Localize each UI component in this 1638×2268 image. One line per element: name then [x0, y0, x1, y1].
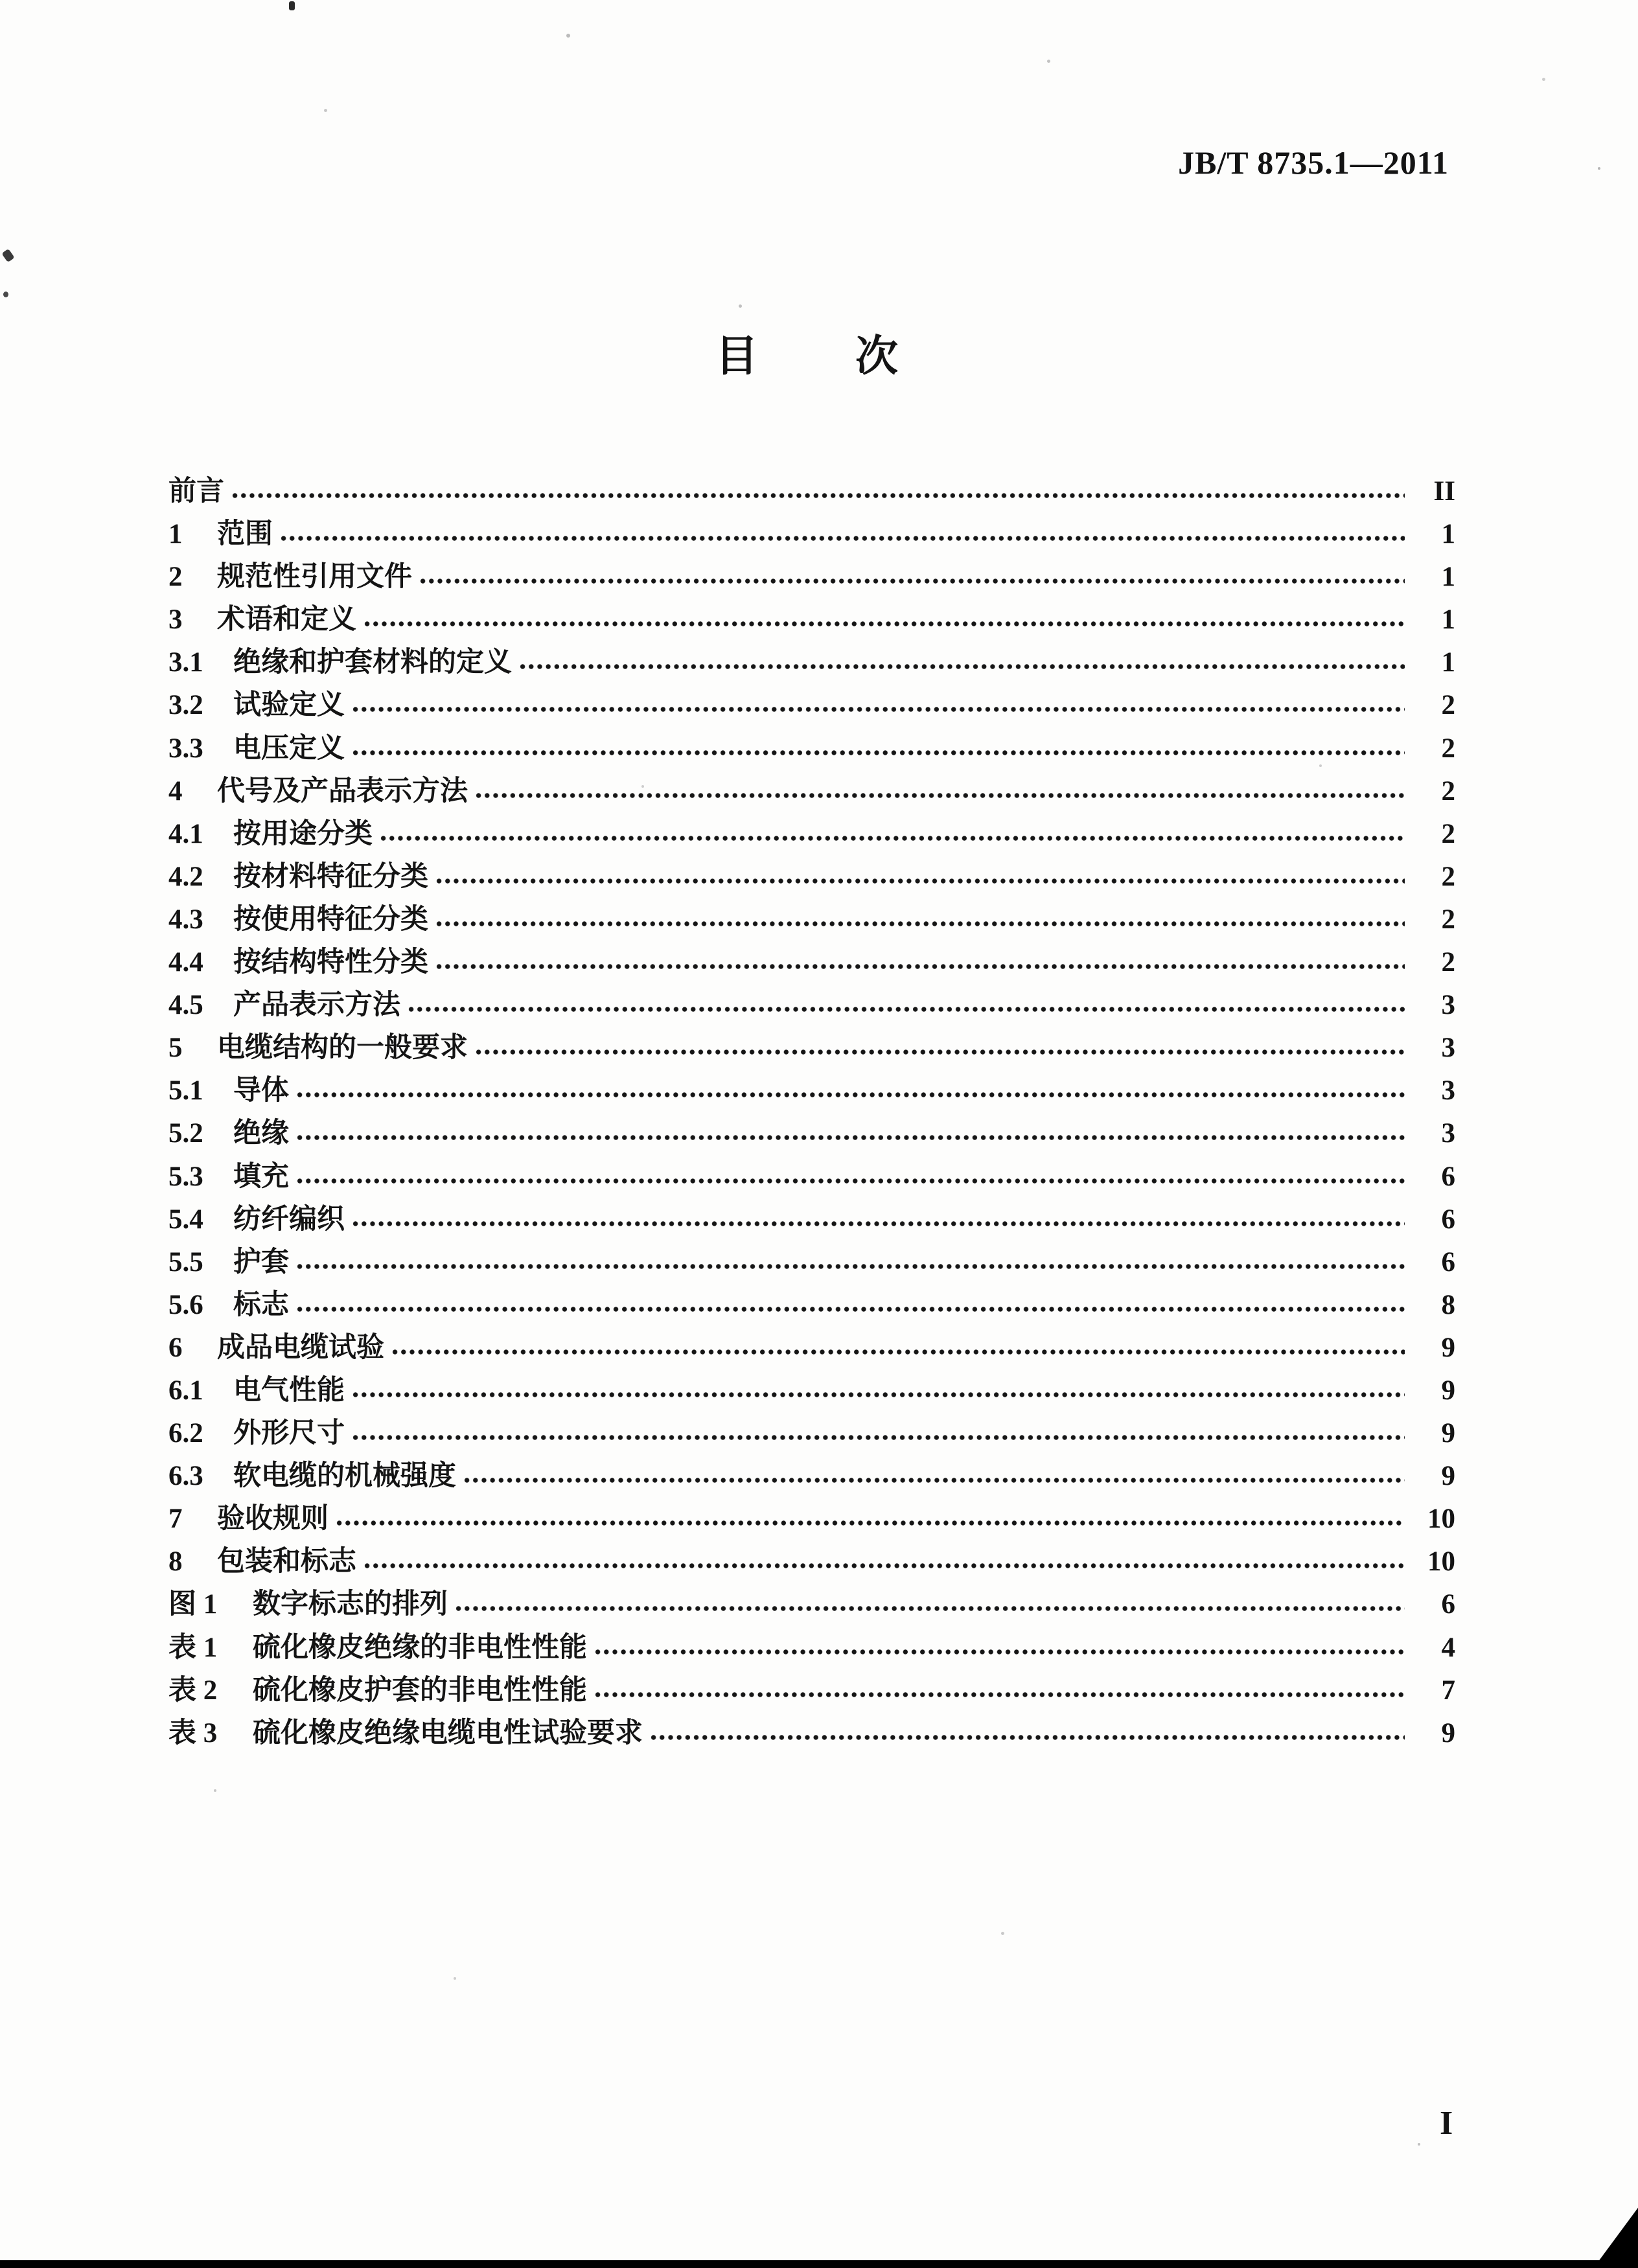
dot-leader: [407, 1005, 1405, 1014]
toc-entry-label: 标志: [233, 1289, 289, 1320]
toc-entry: [168, 899, 1455, 941]
toc-entry-page: 9: [1441, 1375, 1455, 1406]
dot-leader: [474, 791, 1405, 800]
dot-leader: [474, 1048, 1405, 1057]
toc-entry-label: 验收规则: [217, 1504, 329, 1535]
dot-leader: [351, 1390, 1405, 1399]
toc-entry-number: 5.6: [168, 1289, 203, 1320]
toc-entry-page: 3: [1441, 990, 1455, 1021]
toc-entry-page: 2: [1441, 861, 1455, 892]
table-of-contents: [168, 470, 1455, 1755]
toc-entry-page: 2: [1441, 904, 1455, 935]
toc-entry: [168, 1327, 1455, 1369]
toc-entry-label: 导体: [233, 1075, 289, 1106]
toc-entry: [168, 1412, 1455, 1455]
dot-leader: [463, 1476, 1405, 1485]
toc-entry: [168, 1498, 1455, 1541]
toc-entry-page: II: [1433, 476, 1455, 507]
toc-entry-number: 4.3: [168, 904, 203, 935]
toc-entry-number: 7: [168, 1504, 183, 1535]
toc-entry-label: 硫化橡皮护套的非电性性能: [253, 1675, 587, 1706]
toc-entry-label: 按材料特征分类: [233, 861, 428, 892]
toc-entry-label: 软电缆的机械强度: [233, 1461, 456, 1492]
toc-entry: [168, 727, 1455, 770]
toc-entry: [168, 1198, 1455, 1241]
scan-speck: [1598, 167, 1600, 170]
dot-leader: [351, 1433, 1405, 1442]
toc-entry-page: 7: [1441, 1675, 1455, 1706]
toc-entry-page: 1: [1441, 604, 1455, 636]
dot-leader: [351, 748, 1405, 757]
toc-entry-page: 6: [1441, 1246, 1455, 1277]
scan-speck: [1418, 2143, 1420, 2146]
dot-leader: [435, 962, 1405, 971]
scan-speck: [641, 785, 644, 788]
toc-entry-number: 3.1: [168, 647, 203, 678]
dot-leader: [363, 619, 1405, 628]
toc-entry-page: 2: [1441, 733, 1455, 764]
toc-entry-number: 5.3: [168, 1161, 203, 1192]
scan-speck: [214, 1789, 216, 1792]
toc-entry-page: 8: [1441, 1289, 1455, 1320]
dot-leader: [435, 919, 1405, 928]
toc-entry: [168, 1627, 1455, 1669]
toc-entry-number: 3.2: [168, 690, 203, 721]
dot-leader: [594, 1647, 1405, 1656]
toc-entry-number: 6: [168, 1332, 183, 1363]
toc-entry-label: 护套: [233, 1246, 289, 1277]
dot-leader: [391, 1347, 1405, 1357]
toc-entry-label: 硫化橡皮绝缘电缆电性试验要求: [253, 1717, 643, 1748]
toc-entry-number: 5: [168, 1033, 183, 1064]
toc-entry-page: 6: [1441, 1589, 1455, 1620]
toc-entry: [168, 856, 1455, 899]
toc-entry-label: 电压定义: [233, 733, 345, 764]
toc-entry-label: 成品电缆试验: [217, 1332, 384, 1363]
dot-leader: [649, 1733, 1405, 1742]
toc-entry-number: 5.2: [168, 1118, 203, 1149]
toc-entry-label: 硫化橡皮绝缘的非电性性能: [253, 1632, 587, 1663]
scan-speck: [566, 34, 570, 38]
toc-entry-number: 表 3: [168, 1717, 218, 1748]
scan-speck: [739, 304, 742, 308]
toc-entry: [168, 941, 1455, 984]
dot-leader: [419, 577, 1405, 586]
toc-entry: [168, 1541, 1455, 1583]
toc-entry-number: 4.2: [168, 861, 203, 892]
dot-leader: [363, 1561, 1405, 1570]
toc-entry: [168, 1284, 1455, 1327]
toc-entry-label: 试验定义: [233, 690, 345, 721]
toc-entry-page: 3: [1441, 1033, 1455, 1064]
toc-entry-page: 10: [1427, 1546, 1455, 1577]
toc-entry: [168, 1583, 1455, 1626]
document-code: JB/T 8735.1—2011: [1178, 144, 1449, 181]
toc-entry-number: 6.2: [168, 1418, 203, 1449]
toc-entry-number: 6.1: [168, 1375, 203, 1406]
toc-entry-number: 5.1: [168, 1075, 203, 1106]
toc-entry-number: 图 1: [168, 1589, 218, 1620]
dot-leader: [351, 1219, 1405, 1228]
toc-entry-number: 5.4: [168, 1204, 203, 1235]
dot-leader: [594, 1690, 1405, 1699]
toc-entry-page: 3: [1441, 1118, 1455, 1149]
toc-entry-label: 绝缘: [233, 1118, 289, 1149]
scan-speck: [1, 249, 14, 262]
toc-entry-label: 外形尺寸: [233, 1418, 345, 1449]
toc-entry-label: 前言: [168, 476, 224, 507]
dot-leader: [231, 491, 1405, 500]
toc-entry-page: 2: [1441, 775, 1455, 807]
scan-speck: [1001, 1932, 1004, 1935]
dot-leader: [454, 1604, 1405, 1613]
scan-speck: [324, 109, 327, 112]
toc-entry: [168, 641, 1455, 684]
toc-entry-number: 5.5: [168, 1246, 203, 1277]
toc-entry: [168, 813, 1455, 856]
toc-entry-number: 8: [168, 1546, 183, 1577]
scan-speck: [454, 1977, 456, 1980]
toc-entry-page: 9: [1441, 1461, 1455, 1492]
toc-entry: [168, 470, 1455, 513]
toc-entry-page: 1: [1441, 647, 1455, 678]
toc-entry-label: 范围: [217, 519, 273, 550]
toc-entry-page: 1: [1441, 519, 1455, 550]
toc-entry-label: 产品表示方法: [233, 990, 400, 1021]
toc-entry-number: 3.3: [168, 733, 203, 764]
dot-leader: [295, 1262, 1405, 1271]
dot-leader: [295, 1090, 1405, 1099]
dot-leader: [295, 1133, 1405, 1142]
scan-edge-bar: [0, 2260, 1638, 2268]
scan-speck: [1542, 78, 1545, 81]
toc-entry-label: 填充: [233, 1161, 289, 1192]
toc-entry: [168, 770, 1455, 813]
toc-entry-page: 6: [1441, 1161, 1455, 1192]
toc-entry-label: 按用途分类: [233, 818, 373, 849]
toc-entry-page: 2: [1441, 947, 1455, 978]
toc-entry-label: 术语和定义: [217, 604, 356, 636]
toc-entry: [168, 684, 1455, 727]
toc-entry: [168, 1369, 1455, 1412]
toc-entry-number: 1: [168, 519, 183, 550]
toc-entry-number: 表 2: [168, 1675, 218, 1706]
toc-entry: [168, 513, 1455, 556]
dot-leader: [518, 662, 1405, 671]
toc-entry-number: 6.3: [168, 1461, 203, 1492]
dot-leader: [335, 1518, 1405, 1528]
toc-entry-number: 表 1: [168, 1632, 218, 1663]
toc-entry-page: 2: [1441, 818, 1455, 849]
toc-entry-page: 10: [1427, 1504, 1455, 1535]
toc-entry: [168, 1669, 1455, 1712]
toc-entry-page: 9: [1441, 1418, 1455, 1449]
toc-entry-page: 1: [1441, 562, 1455, 593]
toc-entry-label: 代号及产品表示方法: [217, 775, 468, 807]
toc-entry: [168, 599, 1455, 641]
scan-speck: [3, 292, 8, 297]
toc-entry: [168, 1712, 1455, 1755]
toc-entry-number: 3: [168, 604, 183, 636]
toc-entry-number: 4.5: [168, 990, 203, 1021]
toc-entry: [168, 1070, 1455, 1112]
toc-entry-label: 按结构特性分类: [233, 947, 428, 978]
toc-entry-number: 2: [168, 562, 183, 593]
toc-entry-label: 包装和标志: [217, 1546, 356, 1577]
toc-entry-number: 4: [168, 775, 183, 807]
toc-entry-label: 纺纤编织: [233, 1204, 345, 1235]
dot-leader: [379, 834, 1405, 843]
toc-entry-page: 9: [1441, 1717, 1455, 1748]
toc-entry-number: 4.4: [168, 947, 203, 978]
dot-leader: [295, 1305, 1405, 1314]
toc-entry-label: 数字标志的排列: [253, 1589, 448, 1620]
toc-entry-page: 3: [1441, 1075, 1455, 1106]
page-title-char-2: 次: [855, 333, 898, 380]
dot-leader: [279, 534, 1405, 543]
toc-entry-page: 4: [1441, 1632, 1455, 1663]
toc-entry: [168, 1455, 1455, 1498]
scan-speck: [1047, 60, 1050, 63]
toc-entry: [168, 984, 1455, 1027]
toc-entry-page: 9: [1441, 1332, 1455, 1363]
toc-entry-number: 4.1: [168, 818, 203, 849]
page-title: [0, 321, 1613, 383]
toc-entry-page: 6: [1441, 1204, 1455, 1235]
toc-entry-label: 按使用特征分类: [233, 904, 428, 935]
toc-entry-label: 规范性引用文件: [217, 562, 412, 593]
toc-entry-label: 电气性能: [233, 1375, 345, 1406]
dot-leader: [351, 705, 1405, 714]
toc-entry-page: 2: [1441, 690, 1455, 721]
toc-entry: [168, 1241, 1455, 1284]
toc-entry: [168, 1027, 1455, 1070]
toc-entry: [168, 1112, 1455, 1155]
dot-leader: [435, 876, 1405, 886]
scan-speck: [289, 1, 295, 10]
scan-corner-mark: [1598, 2208, 1638, 2262]
page-title-char-1: 目: [715, 333, 758, 380]
toc-entry-label: 绝缘和护套材料的定义: [233, 647, 512, 678]
dot-leader: [295, 1176, 1405, 1186]
scan-speck: [1319, 764, 1322, 767]
toc-entry: [168, 556, 1455, 599]
toc-entry: [168, 1156, 1455, 1198]
toc-entry-label: 电缆结构的一般要求: [217, 1033, 468, 1064]
page-number: I: [1440, 2105, 1453, 2142]
